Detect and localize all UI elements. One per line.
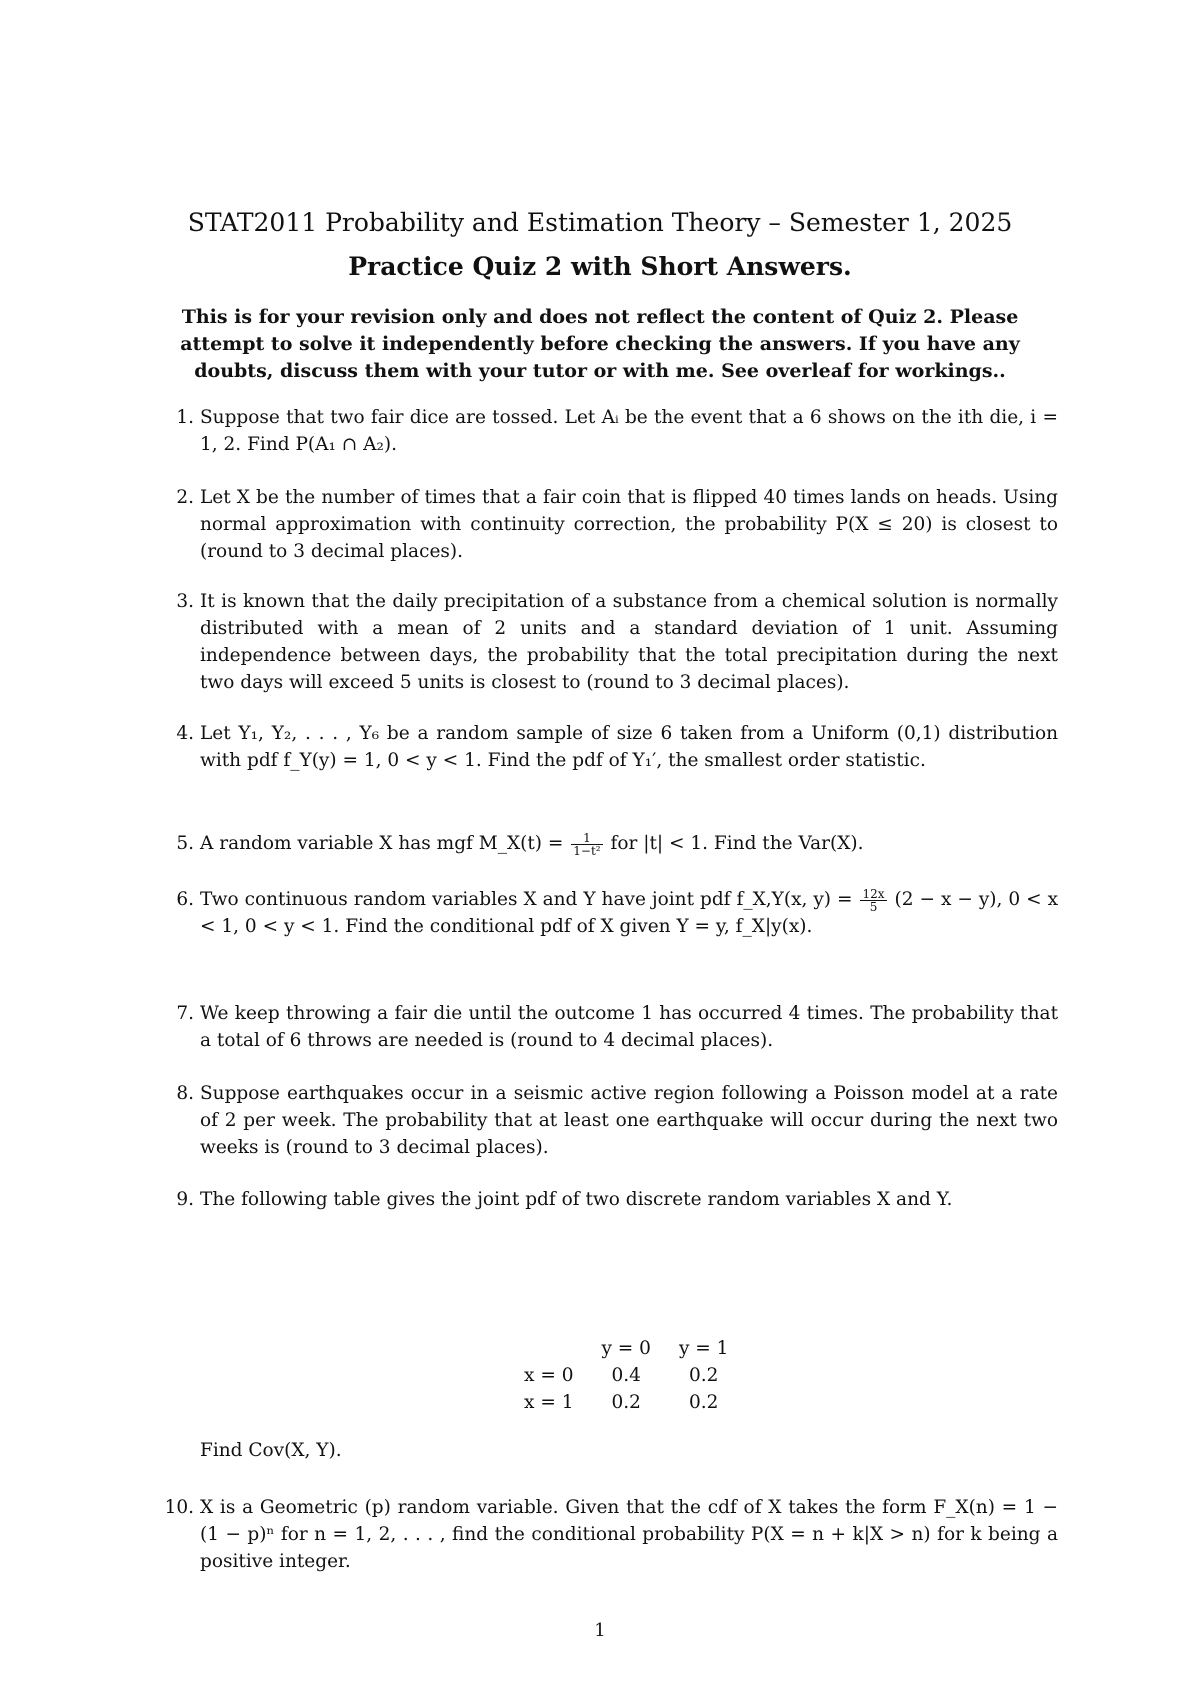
question-9-followup: Find Cov(X, Y).	[200, 1440, 342, 1461]
table-cell: 0.2	[688, 1365, 719, 1386]
question-2	[176, 484, 1058, 565]
question-text: Suppose earthquakes occur in a seismic active region following a Poisson model at a rate of 2 per week. The probability that at least one earthquake will occur during the next two weeks is (round to 3 decimal places).	[200, 1083, 1058, 1158]
question-text-before: Two continuous random variables X and Y have joint pdf f_X,Y(x, y) =	[200, 889, 853, 910]
question-3	[176, 588, 1058, 696]
question-text: The following table gives the joint pdf of two discrete random variables X and Y.	[200, 1189, 953, 1210]
row-label: x = 0	[524, 1365, 574, 1386]
question-text: Let Y₁, Y₂, . . . , Y₆ be a random sample of size 6 taken from a Uniform (0,1) distribution with pdf f_Y(y) = 1, 0 < y < 1. Find the pdf of Y₁′, the smallest order statistic.	[200, 723, 1058, 771]
question-text: It is known that the daily precipitation of a substance from a chemical solution is normally distributed with a mean of 2 units and a standard deviation of 1 unit. Assuming independence between days, the probability that the total precipitation during the next two days will exceed 5 units is closest to (round to 3 decimal places).	[200, 591, 1058, 693]
question-text-after: for |t| < 1. Find the Var(X).	[610, 833, 864, 854]
column-header: y = 1	[678, 1338, 729, 1359]
fraction-numerator: 1	[571, 832, 602, 845]
table-row	[510, 1389, 742, 1416]
question-text: We keep throwing a fair die until the outcome 1 has occurred 4 times. The probability that a total of 6 throws are needed is (round to 4 decimal places).	[200, 1003, 1058, 1051]
question-9	[176, 1186, 1058, 1213]
question-1	[176, 404, 1058, 458]
fraction-denominator: 5	[869, 899, 878, 914]
intro-paragraph: This is for your revision only and does not reflect the content of Quiz 2. Please attempt to solve it independently before checking the answers. If you have any doubts, discuss them with your tutor or with me. See overleaf for workings..	[180, 306, 1020, 382]
question-number: 2.	[176, 487, 194, 508]
mgf-fraction	[571, 832, 602, 857]
quiz-title: Practice Quiz 2 with Short Answers.	[348, 252, 852, 281]
page-number: 1	[594, 1620, 606, 1641]
table-header-row	[510, 1335, 742, 1362]
question-number: 10.	[164, 1497, 194, 1518]
question-text-after: (2 − x − y), 0 < x < 1, 0 < y < 1. Find the conditional pdf of X given Y = y, f_X|y(x).	[200, 889, 1058, 937]
table-row	[510, 1362, 742, 1389]
question-7	[176, 1000, 1058, 1054]
table-corner-cell	[510, 1335, 587, 1362]
pdf-fraction	[860, 888, 886, 913]
course-title: STAT2011 Probability and Estimation Theory – Semester 1, 2025	[187, 208, 1013, 237]
question-text-before: A random variable X has mgf M_X(t) =	[200, 833, 564, 854]
question-number: 8.	[176, 1083, 194, 1104]
question-5	[176, 830, 1058, 858]
table-cell: 0.2	[688, 1392, 719, 1413]
question-number: 1.	[176, 407, 194, 428]
question-10	[164, 1494, 1058, 1575]
question-text: Let X be the number of times that a fair coin that is flipped 40 times lands on heads. Using normal approximation with continuity correction, the probability P(X ≤ 20) is closest to (round to 3 decimal places).	[200, 487, 1058, 562]
question-number: 7.	[176, 1003, 194, 1024]
question-number: 5.	[176, 833, 194, 854]
fraction-numerator: 12x	[862, 886, 885, 901]
question-number: 6.	[176, 889, 194, 910]
question-number: 9.	[176, 1189, 194, 1210]
question-number: 4.	[176, 723, 194, 744]
question-number: 3.	[176, 591, 194, 612]
table-cell: 0.2	[611, 1392, 641, 1413]
question-4	[176, 720, 1058, 774]
fraction-denominator: 1−t²	[573, 843, 601, 858]
table-cell: 0.4	[611, 1365, 641, 1386]
question-6	[176, 886, 1058, 940]
question-text: Suppose that two fair dice are tossed. Let Aᵢ be the event that a 6 shows on the ith die, i = 1, 2. Find P(A₁ ∩ A₂).	[200, 407, 1058, 455]
question-8	[176, 1080, 1058, 1161]
column-header: y = 0	[601, 1338, 651, 1359]
joint-pdf-table	[510, 1335, 742, 1416]
question-text: X is a Geometric (p) random variable. Given that the cdf of X takes the form F_X(n) = 1 − (1 − p)ⁿ for n = 1, 2, . . . , find the conditional probability P(X = n + k|X > n) for k being a positive integer.	[200, 1497, 1058, 1572]
row-label: x = 1	[524, 1392, 574, 1413]
